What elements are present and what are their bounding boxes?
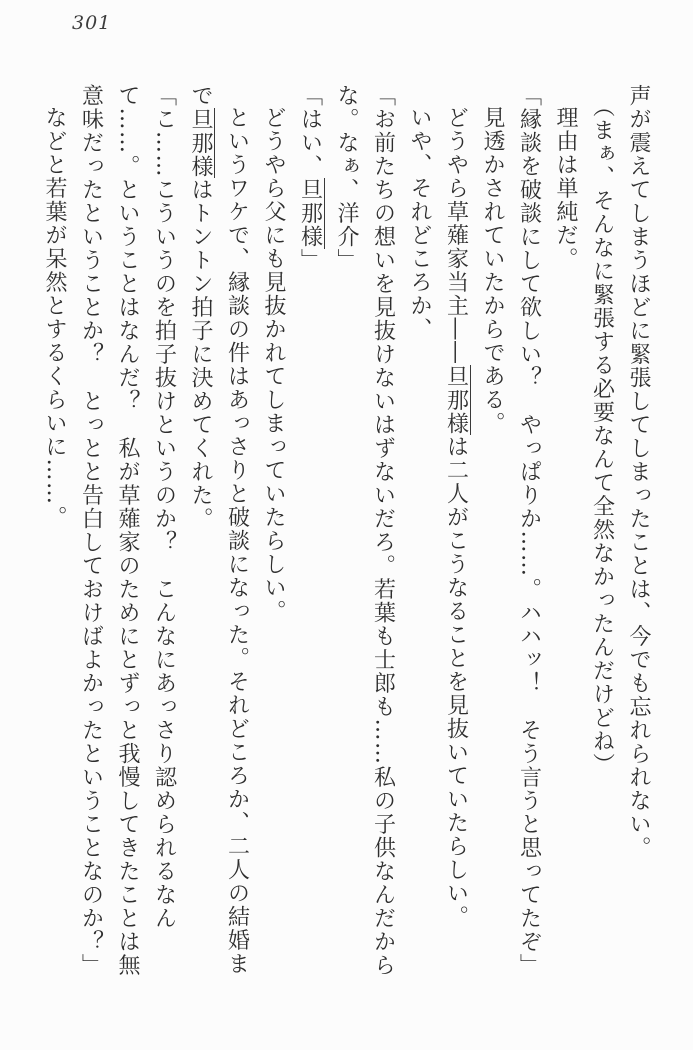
emphasized-text: 旦那様 <box>188 107 213 178</box>
text-run: どうやら父にも見抜かれてしまっていたらしい。 <box>261 106 286 623</box>
paragraph <box>620 84 657 979</box>
text-run: 声が震えてしまうほどに緊張してしまったことは、今でも忘れられない。 <box>626 84 651 860</box>
text-run: は二人がこうなることを見抜いていたらしい。 <box>443 435 469 929</box>
text-run: 」 <box>297 248 323 272</box>
text-run: などと若葉が呆然とするくらいに……。 <box>42 106 67 529</box>
text-run: 「はい、 <box>297 84 323 178</box>
text-run: 「こ……こういうのを拍子抜けというのか？ こんなにあっさり認められるなんて……。ということはなんだ？ 私が草薙家のためにとずっと我慢してきたことは無意味だったということか？ とっとと告白しておけばよかったということなのか？」 <box>78 84 177 977</box>
text-run: （まぁ、そんなに緊張する必要なんて全然なかったんだけどね） <box>589 95 615 777</box>
text-run: というワケで、縁談の件はあっさりと破談になった。それどころか、二人の結婚まで <box>188 84 250 976</box>
paragraph <box>510 84 547 979</box>
paragraph <box>583 84 620 979</box>
text-run: どうやら草薙家当主―― <box>443 106 469 365</box>
text-body <box>34 84 656 979</box>
paragraph <box>328 84 401 979</box>
paragraph <box>437 84 474 979</box>
paragraph <box>255 84 292 979</box>
paragraph <box>474 84 511 979</box>
text-run: 「お前たちの想いを見抜けないはずないだろ。若葉も士郎も……私の子供なんだからな。なぁ、洋介」 <box>334 84 396 977</box>
emphasized-text: 旦那様 <box>443 364 469 435</box>
paragraph <box>36 84 73 979</box>
text-run: 「縁談を破談にして欲しい？ やっぱりか……。ハハッ！ そう言うと思ってたぞ」 <box>516 84 542 977</box>
text-run: 見透かされていたからである。 <box>480 106 505 435</box>
text-run: いや、それどころか、 <box>407 106 432 341</box>
page-number: 301 <box>72 12 112 34</box>
paragraph <box>182 84 255 979</box>
paragraph <box>72 84 182 979</box>
text-run: はトントン拍子に決めてくれた。 <box>188 178 213 531</box>
emphasized-text: 旦那様 <box>297 178 323 249</box>
text-run: 理由は単純だ。 <box>553 106 578 271</box>
paragraph <box>291 84 328 979</box>
paragraph <box>401 84 438 979</box>
paragraph <box>547 84 584 979</box>
